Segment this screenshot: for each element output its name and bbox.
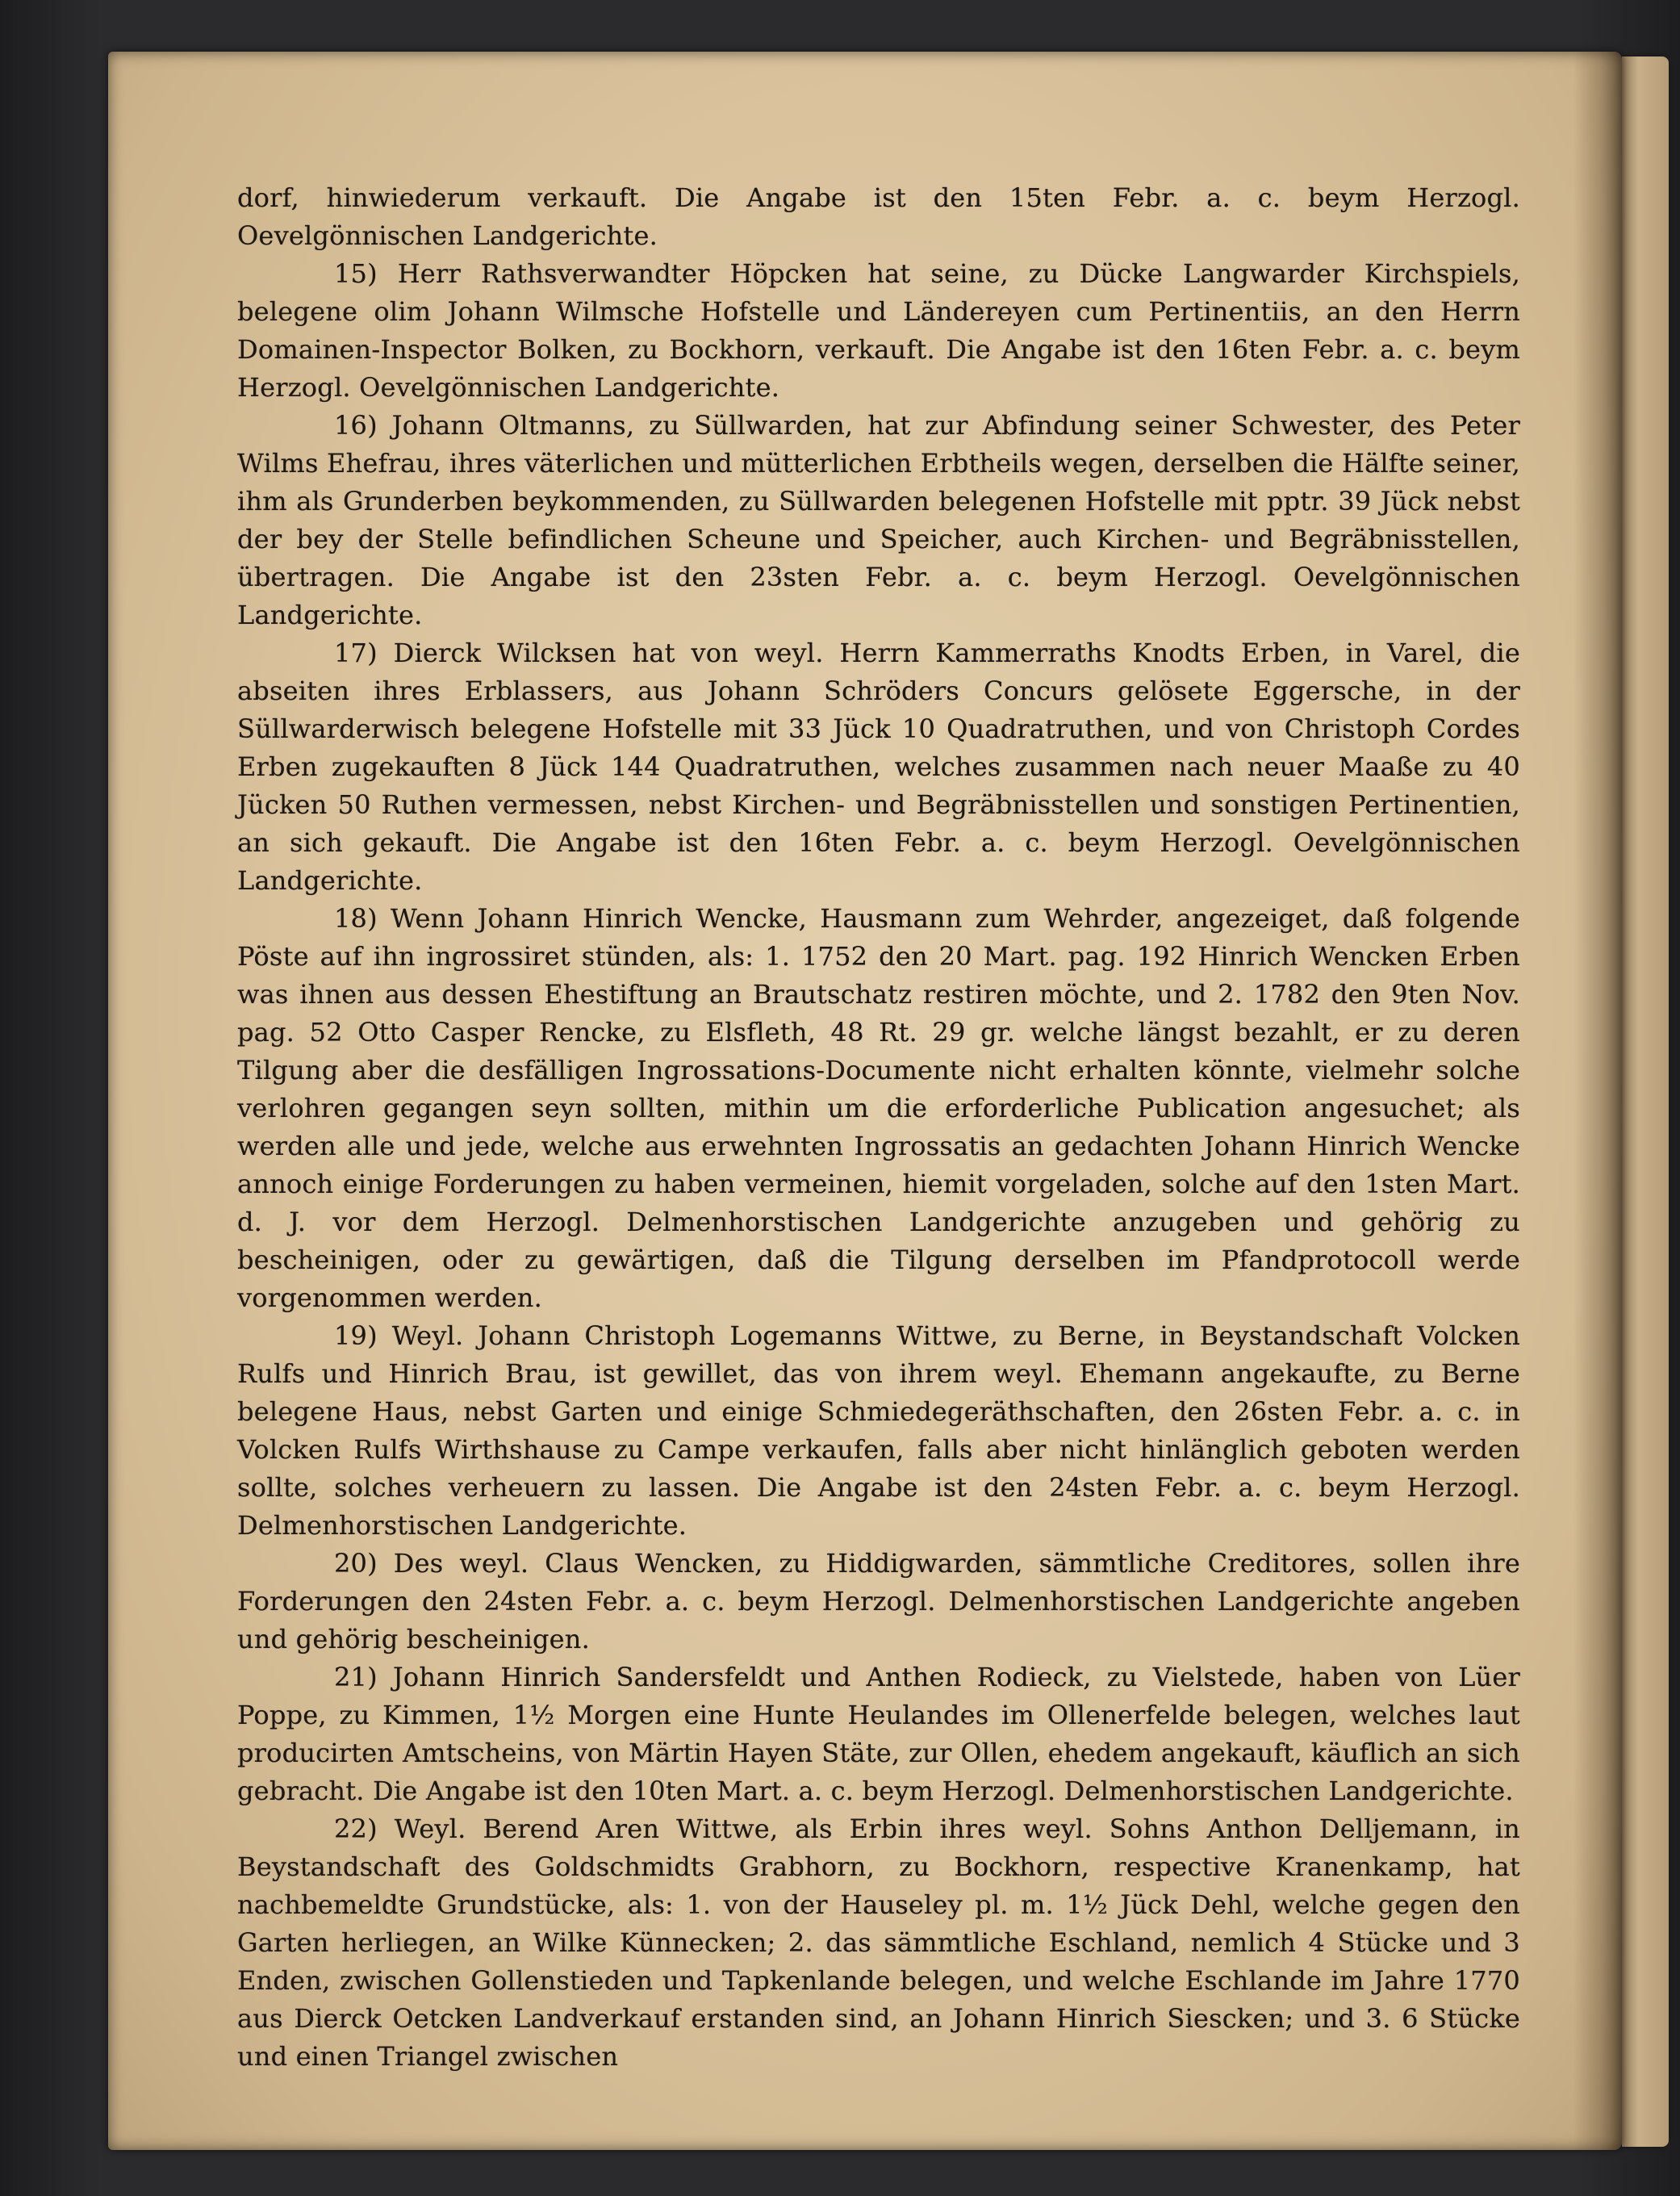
paragraph-entry-16: 16) Johann Oltmanns, zu Süllwarden, hat zur Abfindung seiner Schwester, des Peter Wilms Ehefrau, ihres väterlichen und mütterlichen Erbtheils wegen, derselben die Hälfte seiner, ihm als Grunderben beykommenden, zu Süllwarden belegenen Hofstelle mit pptr. 39 Jück nebst der bey der Stelle befindlichen Scheune und Speicher, auch Kirchen- und Begräbnisstellen, übertragen. Die Angabe ist den 23sten Febr. a. c. beym Herzogl. Oevelgönnischen Landgerichte. xyxy=(237,410,1520,630)
paragraph-entry-22: 22) Weyl. Berend Aren Wittwe, als Erbin ihres weyl. Sohns Anthon Delljemann, in Beystandschaft des Goldschmidts Grabhorn, zu Bockhorn, respective Kranenkamp, hat nachbemeldte Grundstücke, als: 1. von der Hauseley pl. m. 1½ Jück Dehl, welche gegen den Garten herliegen, an Wilke Künnecken; 2. das sämmtliche Eschland, nemlich 4 Stücke und 3 Enden, zwischen Gollenstieden und Tapkenlande belegen, und welche Eschlande im Jahre 1770 aus Dierck Oetcken Landverkauf erstanden sind, an Johann Hinrich Siescken; und 3. 6 Stücke und einen Triangel zwischen xyxy=(237,1813,1520,2072)
page-text-body xyxy=(237,179,1520,2076)
paragraph-entry-18: 18) Wenn Johann Hinrich Wencke, Hausmann zum Wehrder, angezeiget, daß folgende Pöste auf ihn ingrossiret stünden, als: 1. 1752 den 20 Mart. pag. 192 Hinrich Wencken Erben was ihnen aus dessen Ehestiftung an Brautschatz restiren möchte, und 2. 1782 den 9ten Nov. pag. 52 Otto Casper Rencke, zu Elsfleth, 48 Rt. 29 gr. welche längst bezahlt, er zu deren Tilgung aber die desfälligen Ingrossations-Documente nicht erhalten könnte, vielmehr solche verlohren gegangen seyn sollten, mithin um die erforderliche Publication angesuchet; als werden alle und jede, welche aus erwehnten Ingrossatis an gedachten Johann Hinrich Wencke annoch einige Forderungen zu haben vermeinen, hiemit vorgeladen, solche auf den 1sten Mart. d. J. vor dem Herzogl. Delmenhorstischen Landgerichte anzugeben und gehörig zu bescheinigen, oder zu gewärtigen, daß die Tilgung derselben im Pfandprotocoll werde vorgenommen werden. xyxy=(237,903,1520,1313)
paragraph-entry-15: 15) Herr Rathsverwandter Höpcken hat seine, zu Dücke Langwarder Kirchspiels, belegene olim Johann Wilmsche Hofstelle und Ländereyen cum Pertinentiis, an den Herrn Domainen-Inspector Bolken, zu Bockhorn, verkauft. Die Angabe ist den 16ten Febr. a. c. beym Herzogl. Oevelgönnischen Landgerichte. xyxy=(237,258,1520,403)
gutter-shadow xyxy=(1573,52,1622,2150)
next-page-edge xyxy=(1622,56,1669,2147)
paragraph-entry-20: 20) Des weyl. Claus Wencken, zu Hiddigwarden, sämmtliche Creditores, sollen ihre Forderungen den 24sten Febr. a. c. beym Herzogl. Delmenhorstischen Landgerichte angeben und gehörig bescheinigen. xyxy=(237,1548,1520,1654)
paragraph-continuation: dorf, hinwiederum verkauft. Die Angabe ist den 15ten Febr. a. c. beym Herzogl. Oevelgönnischen Landgerichte. xyxy=(237,182,1520,251)
paragraph-entry-21: 21) Johann Hinrich Sandersfeldt und Anthen Rodieck, zu Vielstede, haben von Lüer Poppe, zu Kimmen, 1½ Morgen eine Hunte Heulandes im Ollenerfelde belegen, welches laut producirten Amtscheins, von Märtin Hayen Stäte, zur Ollen, ehedem angekauft, käuflich an sich gebracht. Die Angabe ist den 10ten Mart. a. c. beym Herzogl. Delmenhorstischen Landgerichte. xyxy=(237,1662,1520,1806)
paragraph-entry-19: 19) Weyl. Johann Christoph Logemanns Wittwe, zu Berne, in Beystandschaft Volcken Rulfs und Hinrich Brau, ist gewillet, das von ihrem weyl. Ehemann angekaufte, zu Berne belegene Haus, nebst Garten und einige Schmiedegeräthschaften, den 26sten Febr. a. c. in Volcken Rulfs Wirthshause zu Campe verkaufen, falls aber nicht hinlänglich geboten werden sollte, solches verheuern zu lassen. Die Angabe ist den 24sten Febr. a. c. beym Herzogl. Delmenhorstischen Landgerichte. xyxy=(237,1320,1520,1541)
paragraph-entry-17: 17) Dierck Wilcksen hat von weyl. Herrn Kammerraths Knodts Erben, in Varel, die abseiten ihres Erblassers, aus Johann Schröders Concurs gelösete Eggersche, in der Süllwarderwisch belegene Hofstelle mit 33 Jück 10 Quadratruthen, und von Christoph Cordes Erben zugekauften 8 Jück 144 Quadratruthen, welches zusammen nach neuer Maaße zu 40 Jücken 50 Ruthen vermessen, nebst Kirchen- und Begräbnisstellen und sonstigen Pertinentien, an sich gekauft. Die Angabe ist den 16ten Febr. a. c. beym Herzogl. Oevelgönnischen Landgerichte. xyxy=(237,638,1520,896)
